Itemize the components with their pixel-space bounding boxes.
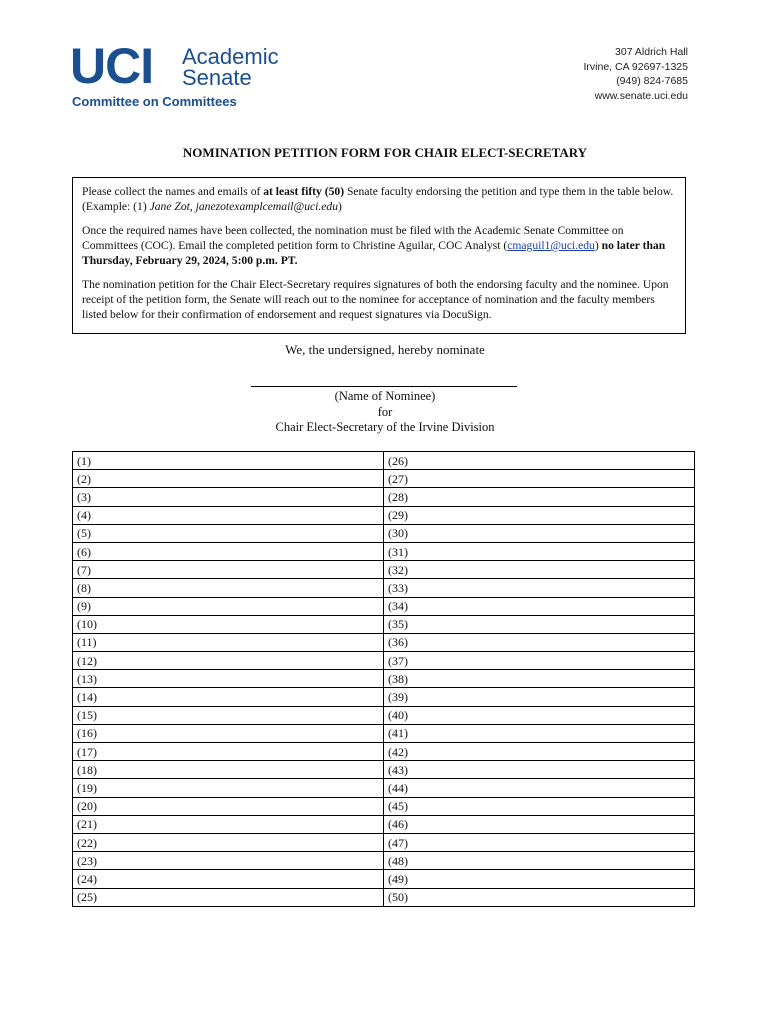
- signature-cell[interactable]: (46): [384, 815, 695, 833]
- signature-cell[interactable]: (50): [384, 888, 695, 906]
- address-phone: (949) 824-7685: [616, 75, 688, 88]
- for-label: for: [377, 404, 393, 419]
- signature-cell[interactable]: (23): [73, 852, 384, 870]
- signature-cell[interactable]: (27): [384, 470, 695, 488]
- signature-cell[interactable]: (19): [73, 779, 384, 797]
- signature-table: [72, 451, 695, 907]
- signature-cell[interactable]: (12): [73, 652, 384, 670]
- signature-cell[interactable]: (49): [384, 870, 695, 888]
- address-block: [584, 45, 689, 103]
- signature-cell[interactable]: (48): [384, 852, 695, 870]
- logo-uci-text: UCI: [70, 38, 154, 94]
- instructions-paragraph-3: The nomination petition for the Chair Elect-Secretary requires signatures of both the endorsing faculty and the nominee. Upon receipt of the petition form, the Senate will reach out to the nominee for acceptance of nomination and the faculty members listed below for their confirmation of endorsement and request signatures via DocuSign.: [82, 278, 669, 321]
- signature-cell[interactable]: (21): [73, 815, 384, 833]
- signature-cell[interactable]: (42): [384, 743, 695, 761]
- instructions-paragraph-1: Please collect the names and emails of at least fifty (50) Senate faculty endorsing the petition and type them in the table below. (Example: (1) Jane Zot, janezotexamplcemail@uci.edu): [82, 185, 674, 213]
- table-row: [73, 724, 695, 742]
- signature-cell[interactable]: (11): [73, 633, 384, 651]
- example-entry: Jane Zot, janezotexamplcemail@uci.edu: [149, 200, 338, 213]
- signature-cell[interactable]: (24): [73, 870, 384, 888]
- form-title: NOMINATION PETITION FORM FOR CHAIR ELECT-SECRETARY: [182, 145, 588, 160]
- signature-cell[interactable]: (38): [384, 670, 695, 688]
- address-street: 307 Aldrich Hall: [615, 46, 688, 58]
- nomination-lead: We, the undersigned, hereby nominate: [285, 342, 485, 357]
- committee-title: Committee on Committees: [72, 94, 237, 109]
- table-row: [73, 870, 695, 888]
- signature-cell[interactable]: (15): [73, 706, 384, 724]
- signature-cell[interactable]: (37): [384, 652, 695, 670]
- table-row: [73, 579, 695, 597]
- signature-cell[interactable]: (40): [384, 706, 695, 724]
- signature-cell[interactable]: (33): [384, 579, 695, 597]
- address-city: Irvine, CA 92697-1325: [583, 60, 688, 73]
- table-row: [73, 833, 695, 851]
- table-row: [73, 506, 695, 524]
- table-row: [73, 815, 695, 833]
- table-row: [73, 597, 695, 615]
- signature-cell[interactable]: (39): [384, 688, 695, 706]
- table-row: [73, 542, 695, 560]
- signature-cell[interactable]: (1): [73, 452, 384, 470]
- table-row: [73, 706, 695, 724]
- table-row: [73, 852, 695, 870]
- table-row: [73, 561, 695, 579]
- signature-cell[interactable]: (7): [73, 561, 384, 579]
- signature-cell[interactable]: (26): [384, 452, 695, 470]
- table-row: [73, 688, 695, 706]
- table-row: [73, 524, 695, 542]
- signature-cell[interactable]: (28): [384, 488, 695, 506]
- table-row: [73, 761, 695, 779]
- table-row: [73, 470, 695, 488]
- signature-cell[interactable]: (10): [73, 615, 384, 633]
- minimum-count: at least fifty (50): [263, 185, 345, 198]
- table-row: [73, 452, 695, 470]
- signature-cell[interactable]: (22): [73, 833, 384, 851]
- signature-cell[interactable]: (18): [73, 761, 384, 779]
- deadline: no later than Thursday, February 29, 2024, 5:00 p.m. PT.: [82, 239, 666, 267]
- nominee-label: (Name of Nominee): [334, 389, 436, 403]
- signature-cell[interactable]: (8): [73, 579, 384, 597]
- table-row: [73, 743, 695, 761]
- signature-cell[interactable]: (47): [384, 833, 695, 851]
- signature-cell[interactable]: (2): [73, 470, 384, 488]
- instructions-box: [72, 177, 686, 334]
- signature-cell[interactable]: (5): [73, 524, 384, 542]
- signature-cell[interactable]: (9): [73, 597, 384, 615]
- signature-cell[interactable]: (17): [73, 743, 384, 761]
- nominee-caption: [0, 389, 770, 436]
- signature-cell[interactable]: (6): [73, 542, 384, 560]
- signature-cell[interactable]: (20): [73, 797, 384, 815]
- table-row: [73, 615, 695, 633]
- signature-cell[interactable]: (30): [384, 524, 695, 542]
- signature-cell[interactable]: (14): [73, 688, 384, 706]
- signature-cell[interactable]: (41): [384, 724, 695, 742]
- table-row: [73, 779, 695, 797]
- signature-cell[interactable]: (13): [73, 670, 384, 688]
- coc-analyst-email-link[interactable]: cmaguil1@uci.edu: [507, 239, 595, 252]
- nominee-name-field[interactable]: [251, 386, 517, 387]
- signature-cell[interactable]: (43): [384, 761, 695, 779]
- signature-cell[interactable]: (44): [384, 779, 695, 797]
- logo-line-academic: Academic: [182, 44, 279, 69]
- signature-cell[interactable]: (34): [384, 597, 695, 615]
- table-row: [73, 670, 695, 688]
- signature-cell[interactable]: (35): [384, 615, 695, 633]
- signature-cell[interactable]: (4): [73, 506, 384, 524]
- signature-cell[interactable]: (25): [73, 888, 384, 906]
- logo-line-senate: Senate: [182, 65, 252, 90]
- signature-cell[interactable]: (36): [384, 633, 695, 651]
- signature-cell[interactable]: (45): [384, 797, 695, 815]
- signature-cell[interactable]: (3): [73, 488, 384, 506]
- position-label: Chair Elect-Secretary of the Irvine Division: [275, 420, 495, 435]
- instructions-paragraph-2: Once the required names have been collected, the nomination must be filed with the Academic Senate Committee on Committees (COC). Email the completed petition form to Christine Aguilar, COC Analyst (cmaguil1@uci.edu) no later than Thursday, February 29, 2024, 5:00 p.m. PT.: [82, 224, 666, 267]
- table-row: [73, 652, 695, 670]
- table-row: [73, 888, 695, 906]
- table-row: [73, 797, 695, 815]
- signature-cell[interactable]: (32): [384, 561, 695, 579]
- signature-cell[interactable]: (29): [384, 506, 695, 524]
- logo-senate-text: [182, 46, 279, 88]
- signature-cell[interactable]: (16): [73, 724, 384, 742]
- table-row: [73, 488, 695, 506]
- signature-cell[interactable]: (31): [384, 542, 695, 560]
- table-row: [73, 633, 695, 651]
- address-website[interactable]: www.senate.uci.edu: [594, 89, 688, 102]
